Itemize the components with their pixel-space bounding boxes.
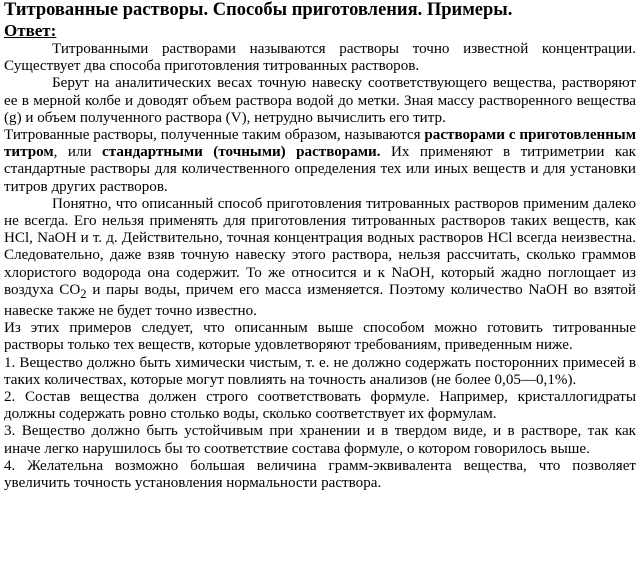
paragraph-limitations	[4, 196, 636, 320]
paragraph-text: Понятно, что описанный способ приготовления титрованных растворов применим далеко не всегда. Его нельзя применять для приготовления титрованных растворов таких веществ, как HCl, NaOH и т. д. Действительно, точная концентрация водных растворов HCl всегда неизвестна. Следовательно, даже взяв точную навеску этого раствора, нельзя рассчитать, сколько граммов хлористого водорода она содержит. То же относится и к NaOH, который жадно поглощает из воздуха CO	[4, 195, 636, 298]
requirement-item-3: 3. Вещество должно быть устойчивым при хранении и в твердом виде, и в растворе, так как иначе легко нарушилось бы то соответствие состава формуле, о котором говорилось выше.	[4, 423, 636, 457]
paragraph-requirements-intro: Из этих примеров следует, что описанным выше способом можно готовить титрованные растворы только тех веществ, которые удовлетворяют требованиям, приведенным ниже.	[4, 320, 636, 354]
requirement-item-1: 1. Вещество должно быть химически чистым, т. е. не должно содержать посторонних примесей в таких количествах, которые могут повлиять на точность анализов (не более 0,05—0,1%).	[4, 354, 636, 388]
requirement-item-2: 2. Состав вещества должен строго соответствовать формуле. Например, кристаллогидраты должны содержать ровно столько воды, сколько соответствует их формулам.	[4, 389, 636, 423]
paragraph-method-one: Берут на аналитических весах точную навеску соответствующего вещества, растворяют ее в мерной колбе и доводят объем раствора водой до метки. Зная массу растворенного вещества (g) и объем полученного раствора (V), нетрудно вычислить его титр.	[4, 75, 636, 126]
paragraph-text: Их применяют в титриметрии как стандартные растворы для количественного определения тех или иных веществ и для установки титров других растворов.	[4, 144, 636, 195]
paragraph-standard-solutions	[4, 127, 636, 196]
paragraph-text: , или	[53, 144, 103, 161]
paragraph-definition: Титрованными растворами называются растворы точно известной концентрации. Существует два способа приготовления титрованных растворов.	[4, 41, 636, 75]
paragraph-text: и пары воды, причем его масса изменяется. Поэтому количество NaOH во взятой навеске также не будет точно известно.	[4, 281, 637, 320]
answer-label: Ответ:	[4, 21, 57, 40]
subscript-two: 2	[80, 286, 87, 301]
requirement-item-4: 4. Желательна возможно большая величина грамм-эквивалента вещества, что позволяет увеличить точность установления нормальности раствора.	[4, 457, 636, 492]
term-standard-solutions: стандартными (точными) растворами.	[102, 144, 381, 161]
paragraph-text: Титрованные растворы, полученные таким образом, называются	[4, 127, 425, 144]
document-page	[4, 0, 636, 492]
page-title: Титрованные растворы. Способы приготовления. Примеры.	[4, 0, 513, 20]
term-prepared-titer: растворами с приготовленным титром	[4, 127, 636, 161]
document-body	[4, 41, 636, 492]
